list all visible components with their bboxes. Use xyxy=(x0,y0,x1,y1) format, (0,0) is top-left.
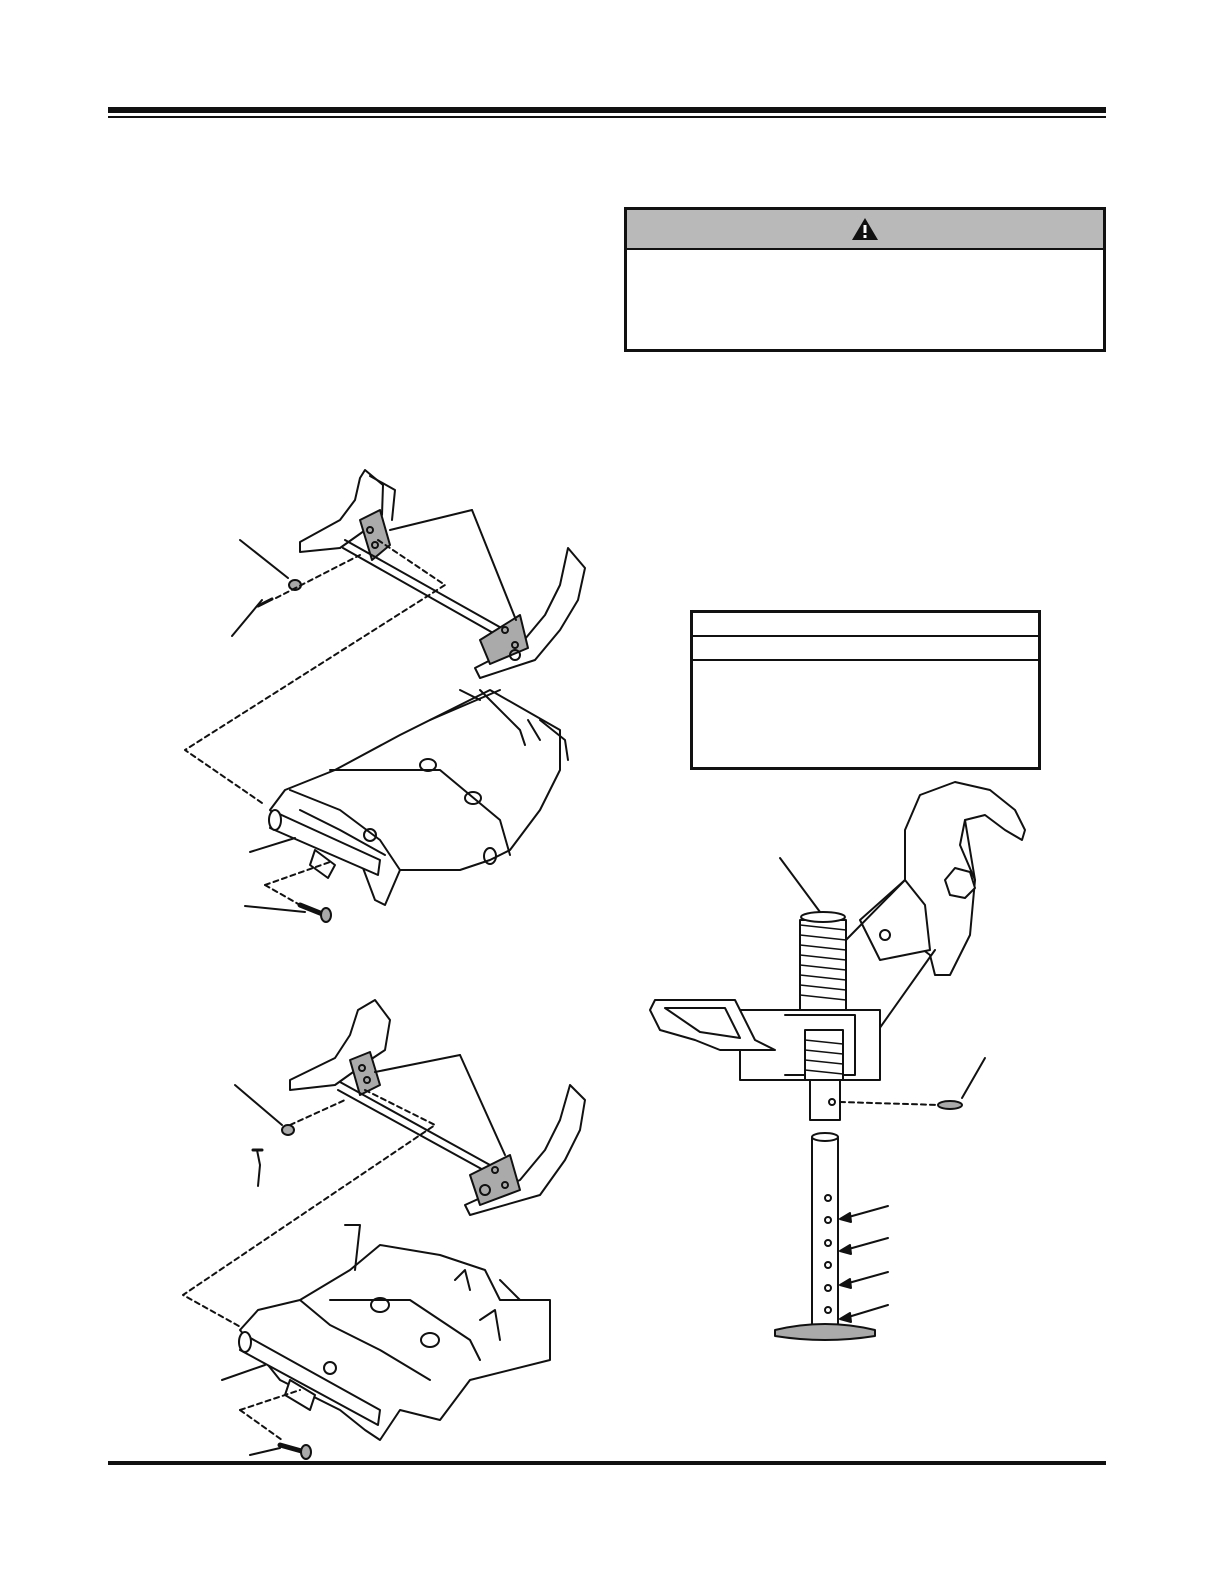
hitch-plate-assembly-lower xyxy=(183,1000,585,1459)
footer-rule xyxy=(108,1461,1106,1465)
jack-stand-assembly xyxy=(650,782,1025,1340)
hitch-plate-assembly-upper xyxy=(185,470,585,922)
